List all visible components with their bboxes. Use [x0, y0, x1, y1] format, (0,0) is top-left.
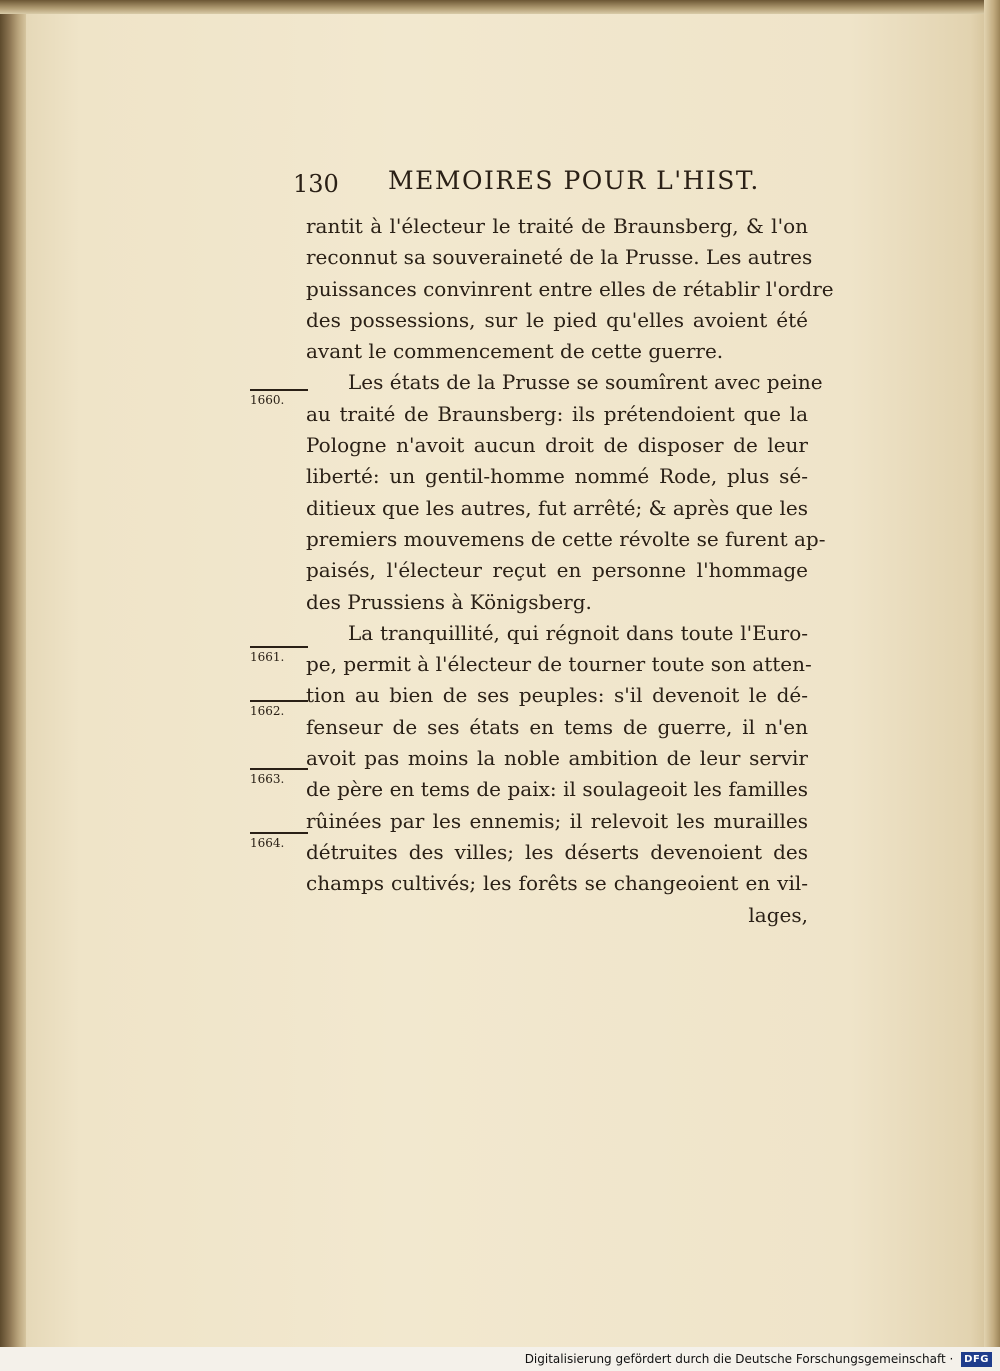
text-line: rantit à l'électeur le traité de Braunsberg, & l'on: [306, 214, 808, 238]
text-line: des Prussiens à Königsberg.: [306, 589, 592, 614]
margin-year: 1662.: [250, 700, 308, 718]
page-number: 130: [293, 170, 339, 198]
text-line: Pologne n'avoit aucun droit de disposer de leur: [306, 433, 808, 458]
digitization-footer: Digitalisierung gefördert durch die Deutsche Forschungsgemeinschaft · DFG: [0, 1347, 1000, 1371]
text-line: détruites des villes; les déserts devenoient des: [306, 839, 808, 864]
text-line: ditieux que les autres, fut arrêté; & après que les: [306, 495, 808, 520]
body-text: [306, 211, 834, 931]
text-line: liberté: un gentil-homme nommé Rode, plus sé-: [306, 464, 808, 489]
margin-year: 1661.: [250, 646, 308, 664]
text-line: fenseur de ses états en tems de guerre, il n'en: [306, 714, 808, 739]
text-line: champs cultivés; les forêts se changeoient en vil-: [306, 871, 808, 896]
margin-year: 1664.: [250, 832, 308, 850]
text-line: premiers mouvemens de cette révolte se furent ap-: [306, 526, 826, 551]
text-line: avant le commencement de cette guerre.: [306, 339, 724, 364]
page-header: [293, 162, 813, 204]
text-line: pe, permit à l'électeur de tourner toute son atten-: [306, 652, 812, 677]
running-title: MEMOIRES POUR L'HIST.: [388, 166, 760, 195]
text-line: des possessions, sur le pied qu'elles avoient été: [306, 307, 808, 332]
text-line: paisés, l'électeur reçut en personne l'hommage: [306, 558, 808, 583]
text-line: puissances convinrent entre elles de rétablir l'ordre: [306, 276, 834, 301]
page-right-edge: [984, 0, 1000, 1371]
margin-year: 1663.: [250, 768, 308, 786]
text-line: au traité de Braunsberg: ils prétendoient que la: [306, 401, 808, 426]
dfg-logo-icon: DFG: [961, 1352, 992, 1367]
text-line: La tranquillité, qui régnoit dans toute l'Euro-: [348, 620, 808, 645]
footer-credit: Digitalisierung gefördert durch die Deutsche Forschungsgemeinschaft: [524, 1352, 946, 1366]
text-line: reconnut sa souveraineté de la Prusse. Les autres: [306, 245, 813, 270]
text-line: lages,: [748, 902, 808, 927]
margin-year: 1660.: [250, 389, 308, 407]
text-line: tion au bien de ses peuples: s'il devenoit le dé-: [306, 683, 808, 708]
page-binding: [0, 0, 26, 1371]
text-line: Les états de la Prusse se soumîrent avec peine: [348, 370, 823, 395]
text-line: de père en tems de paix: il soulageoit les familles: [306, 777, 808, 802]
page-top-edge: [0, 0, 1000, 14]
text-line: rûinées par les ennemis; il relevoit les murailles: [306, 808, 808, 833]
text-line: avoit pas moins la noble ambition de leur servir: [306, 746, 808, 771]
